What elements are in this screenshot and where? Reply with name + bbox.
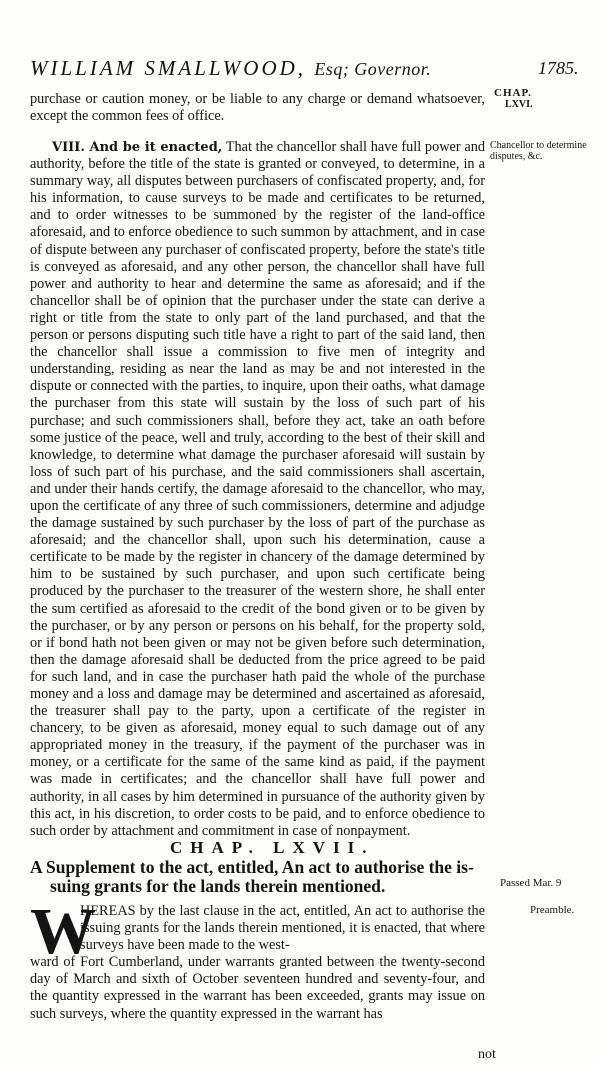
catchword: not: [478, 1047, 496, 1062]
preamble-rest: ward of Fort Cumberland, under warrants granted between the twenty-second day of March and sixth of October seventeen hundred and seventy-four, and the quantity expressed in the warrant has been exceeded, grants may issue on such surveys, where the quantity expressed in the warrant has: [30, 954, 485, 1022]
section-body: That the chancellor shall have full power and authority, before the title of the state is granted or conveyed, to determine, in a summary way, all disputes between purchasers of confiscated property, and, for his information, to cause surveys to be made and certificates to be returned, and to order witnesses to be summoned by the register of the land-office aforesaid, and to enforce obedience to such summon by attachment, and in case of dispute between any purchaser of confiscated property, before the state's title is conveyed as aforesaid, and any other person, the chancellor shall have full power and authority to hear and determine the same as aforesaid; and if the chancellor shall be of opinion that the purchaser under the state can derive a right or title from the state to only part of the land purchased, and that the person or persons disputing such title have a right to part of the said land, then the chancellor shall issue a commission to five men of integrity and understanding, residing as near the land as may be and not interested in the dispute or connected with the parties, to inquire, upon their oaths, what damage the purchaser from this state will sustain by the loss of such part of his purchase; and such commissioners shall, before they act, take an oath before some justice of the peace, well and truly, according to the best of their skill and knowledge, to determine what damage the purchaser aforesaid will sustain by loss of such part of his purchase, and the said commissioners shall ascertain, and under their hands certify, the damage aforesaid to the chancellor, who may, upon the certificate of any three of such commissioners, determine and adjudge the damage sustained by such purchaser by the loss of part of the purchase as aforesaid; and the chancellor shall, upon such his determination, cause a certificate to be made by the register in chancery of the damage determined by him to be sustained by such purchaser, and upon such certificate being produced by the purchaser to the treasurer of the western shore, he shall enter the sum certified as aforesaid to the credit of the bond given or to be given by the purchaser, or by any person or persons on his behalf, for the property sold, or if bond hath not been given or may not be given before such determination, then the damage aforesaid shall be deducted from the price agreed to be paid for such land, and in case the purchaser hath paid the whole of the purchase money and a loss and damage may be determined and ascertained as aforesaid, the treasurer shall pay to the party, upon a certificate of the register in chancery, to be given as aforesaid, money equal to such damage out of any appropriated money in the treasury, if the payment of the purchaser was in money, or a certificate for the same of the same kind as paid, if the payment was made in certificates; and the chancellor shall have full power and authority, in all cases by him determined in pursuance of the authority given by this act, in his discretion, to order costs to be paid, and to enforce obedience to such order by attachment and commitment in case of nonpayment.: [30, 139, 486, 839]
act-title-line2: suing grants for the lands therein mentioned.: [50, 876, 386, 896]
section-viii: [30, 139, 485, 840]
margin-note-preamble: Preamble.: [530, 904, 575, 916]
chapter-heading: CHAP. LXVII.: [170, 838, 375, 857]
section-lead: VIII. And be it enacted,: [52, 140, 223, 155]
running-title: WILLIAM SMALLWOOD,: [30, 56, 307, 80]
margin-note-passed: Passed Mar. 9: [500, 877, 562, 889]
margin-chap-label: CHAP.: [494, 87, 532, 99]
drop-cap: W: [30, 895, 96, 968]
preamble-paragraph: [30, 895, 485, 1023]
act-title-line1: A Supplement to the act, entitled, An act to authorise the is-: [30, 857, 474, 877]
paragraph-continuation: [30, 91, 485, 125]
section-viii-paragraph: [30, 139, 485, 840]
running-title-rest: Esq; Governor.: [314, 59, 432, 79]
page-year: 1785.: [538, 58, 579, 78]
act-title: [30, 858, 490, 896]
paragraph-text: purchase or caution money, or be liable to any charge or demand whatsoever, except the common fees of office.: [30, 91, 485, 125]
margin-chap-number: LXVI.: [505, 99, 533, 110]
preamble-first-lines: HEREAS by the last clause in the act, entitled, An act to authorise the issuing grants for the lands therein mentioned, it is enacted, that where surveys have been made to the west-: [80, 903, 485, 954]
running-head: [30, 56, 555, 81]
margin-note-chancellor: Chancellor to determine disputes, &c.: [490, 140, 587, 162]
